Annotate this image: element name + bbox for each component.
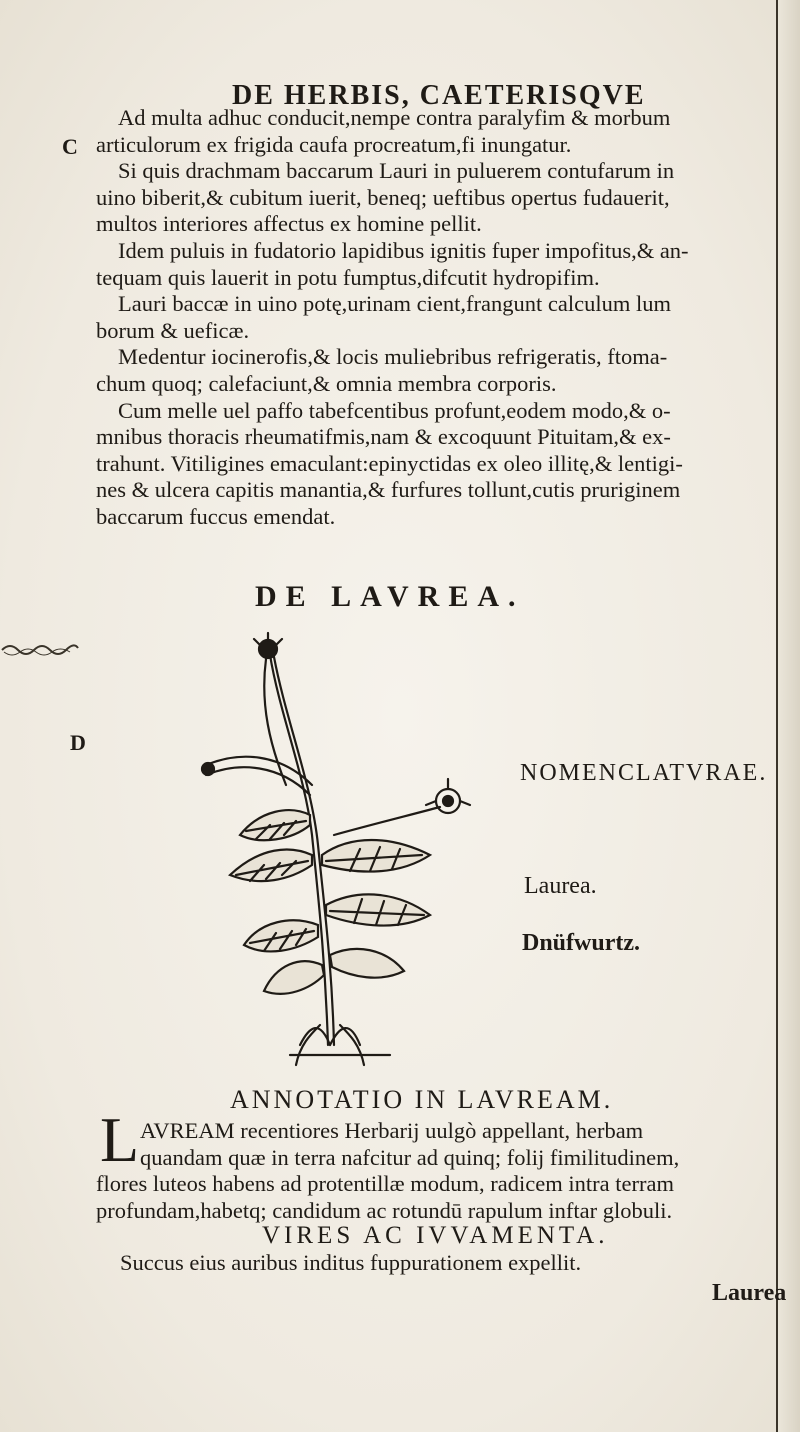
text-line: Ad multa adhuc conducit,nempe contra paralyfim & morbum — [118, 105, 671, 130]
text-line: profundam,habetq; candidum ac rotundū rapulum inftar globuli. — [96, 1197, 673, 1223]
annotation-title: ANNOTATIO IN LAVREAM. — [230, 1085, 614, 1114]
text-line: Medentur iocinerofis,& locis muliebribus refrigeratis, ftoma- — [118, 344, 668, 370]
text-line: tequam quis lauerit in potu fumptus,difcutit hydropifim. — [96, 264, 600, 290]
text-line: flores luteos habens ad protentillæ modum, radicem intra terram — [96, 1171, 674, 1196]
text-line: uino biberit,& cubitum iuerit, beneq; ueftibus opertus fudauerit, — [96, 184, 670, 210]
vires-heading: VIRES AC IVVAMENTA. — [262, 1222, 609, 1249]
text-line: quandam quæ in terra nafcitur ad quinq; folij fimilitudinem, — [140, 1144, 680, 1170]
margin-letter-c: C — [62, 134, 78, 159]
nomenclature-heading: NOMENCLATVRAE. — [520, 760, 768, 786]
text-line: nes & ulcera capitis manantia,& furfures tollunt,cutis pruriginem — [96, 477, 681, 503]
text-line: borum & ueficæ. — [96, 317, 250, 343]
text-line: Succus eius auribus inditus fuppurationem expellit. — [120, 1250, 582, 1275]
vires-text — [120, 1250, 800, 1277]
german-name: Dnüfwurtz. — [522, 930, 640, 956]
text-line: chum quoq; calefaciunt,& omnia membra corporis. — [96, 370, 557, 396]
text-line: AVREAM recentiores Herbarij uulgò appellant, herbam — [140, 1118, 644, 1143]
drop-cap: L — [100, 1104, 140, 1175]
text-line: multos interiores affectus ex homine pellit. — [96, 211, 482, 237]
annotation-body — [96, 1171, 786, 1224]
text-line: articulorum ex frigida caufa procreatum,fi inungatur. — [96, 131, 572, 157]
latin-name: Laurea. — [524, 873, 597, 899]
text-line: Cum melle uel paffo tabefcentibus profunt,eodem modo,& o- — [118, 397, 671, 423]
annotation-first-line — [140, 1118, 790, 1171]
text-line: Lauri baccæ in uino potę,urinam cient,frangunt calculum lum — [118, 291, 671, 317]
running-head: DE HERBIS, CAETERISQVE — [232, 80, 646, 111]
catchword: Laurea — [712, 1280, 787, 1306]
marginal-ornament — [0, 640, 80, 660]
margin-letter-d: D — [70, 730, 86, 755]
laurea-woodcut-illustration — [200, 625, 500, 1070]
text-line: baccarum fuccus emendat. — [96, 503, 336, 529]
paragraph-one — [96, 105, 786, 531]
text-line: Si quis drachmam baccarum Lauri in puluerem contufarum in — [118, 158, 675, 184]
text-line: mnibus thoracis rheumatifmis,nam & excoquunt Pituitam,& ex- — [96, 424, 671, 450]
section-title: DE LAVREA. — [255, 580, 525, 613]
text-line: Idem puluis in fudatorio lapidibus ignitis fuper impofitus,& an- — [118, 237, 689, 263]
text-line: trahunt. Vitiligines emaculant:epinyctidas ex oleo illitę,& lentigi- — [96, 450, 683, 476]
